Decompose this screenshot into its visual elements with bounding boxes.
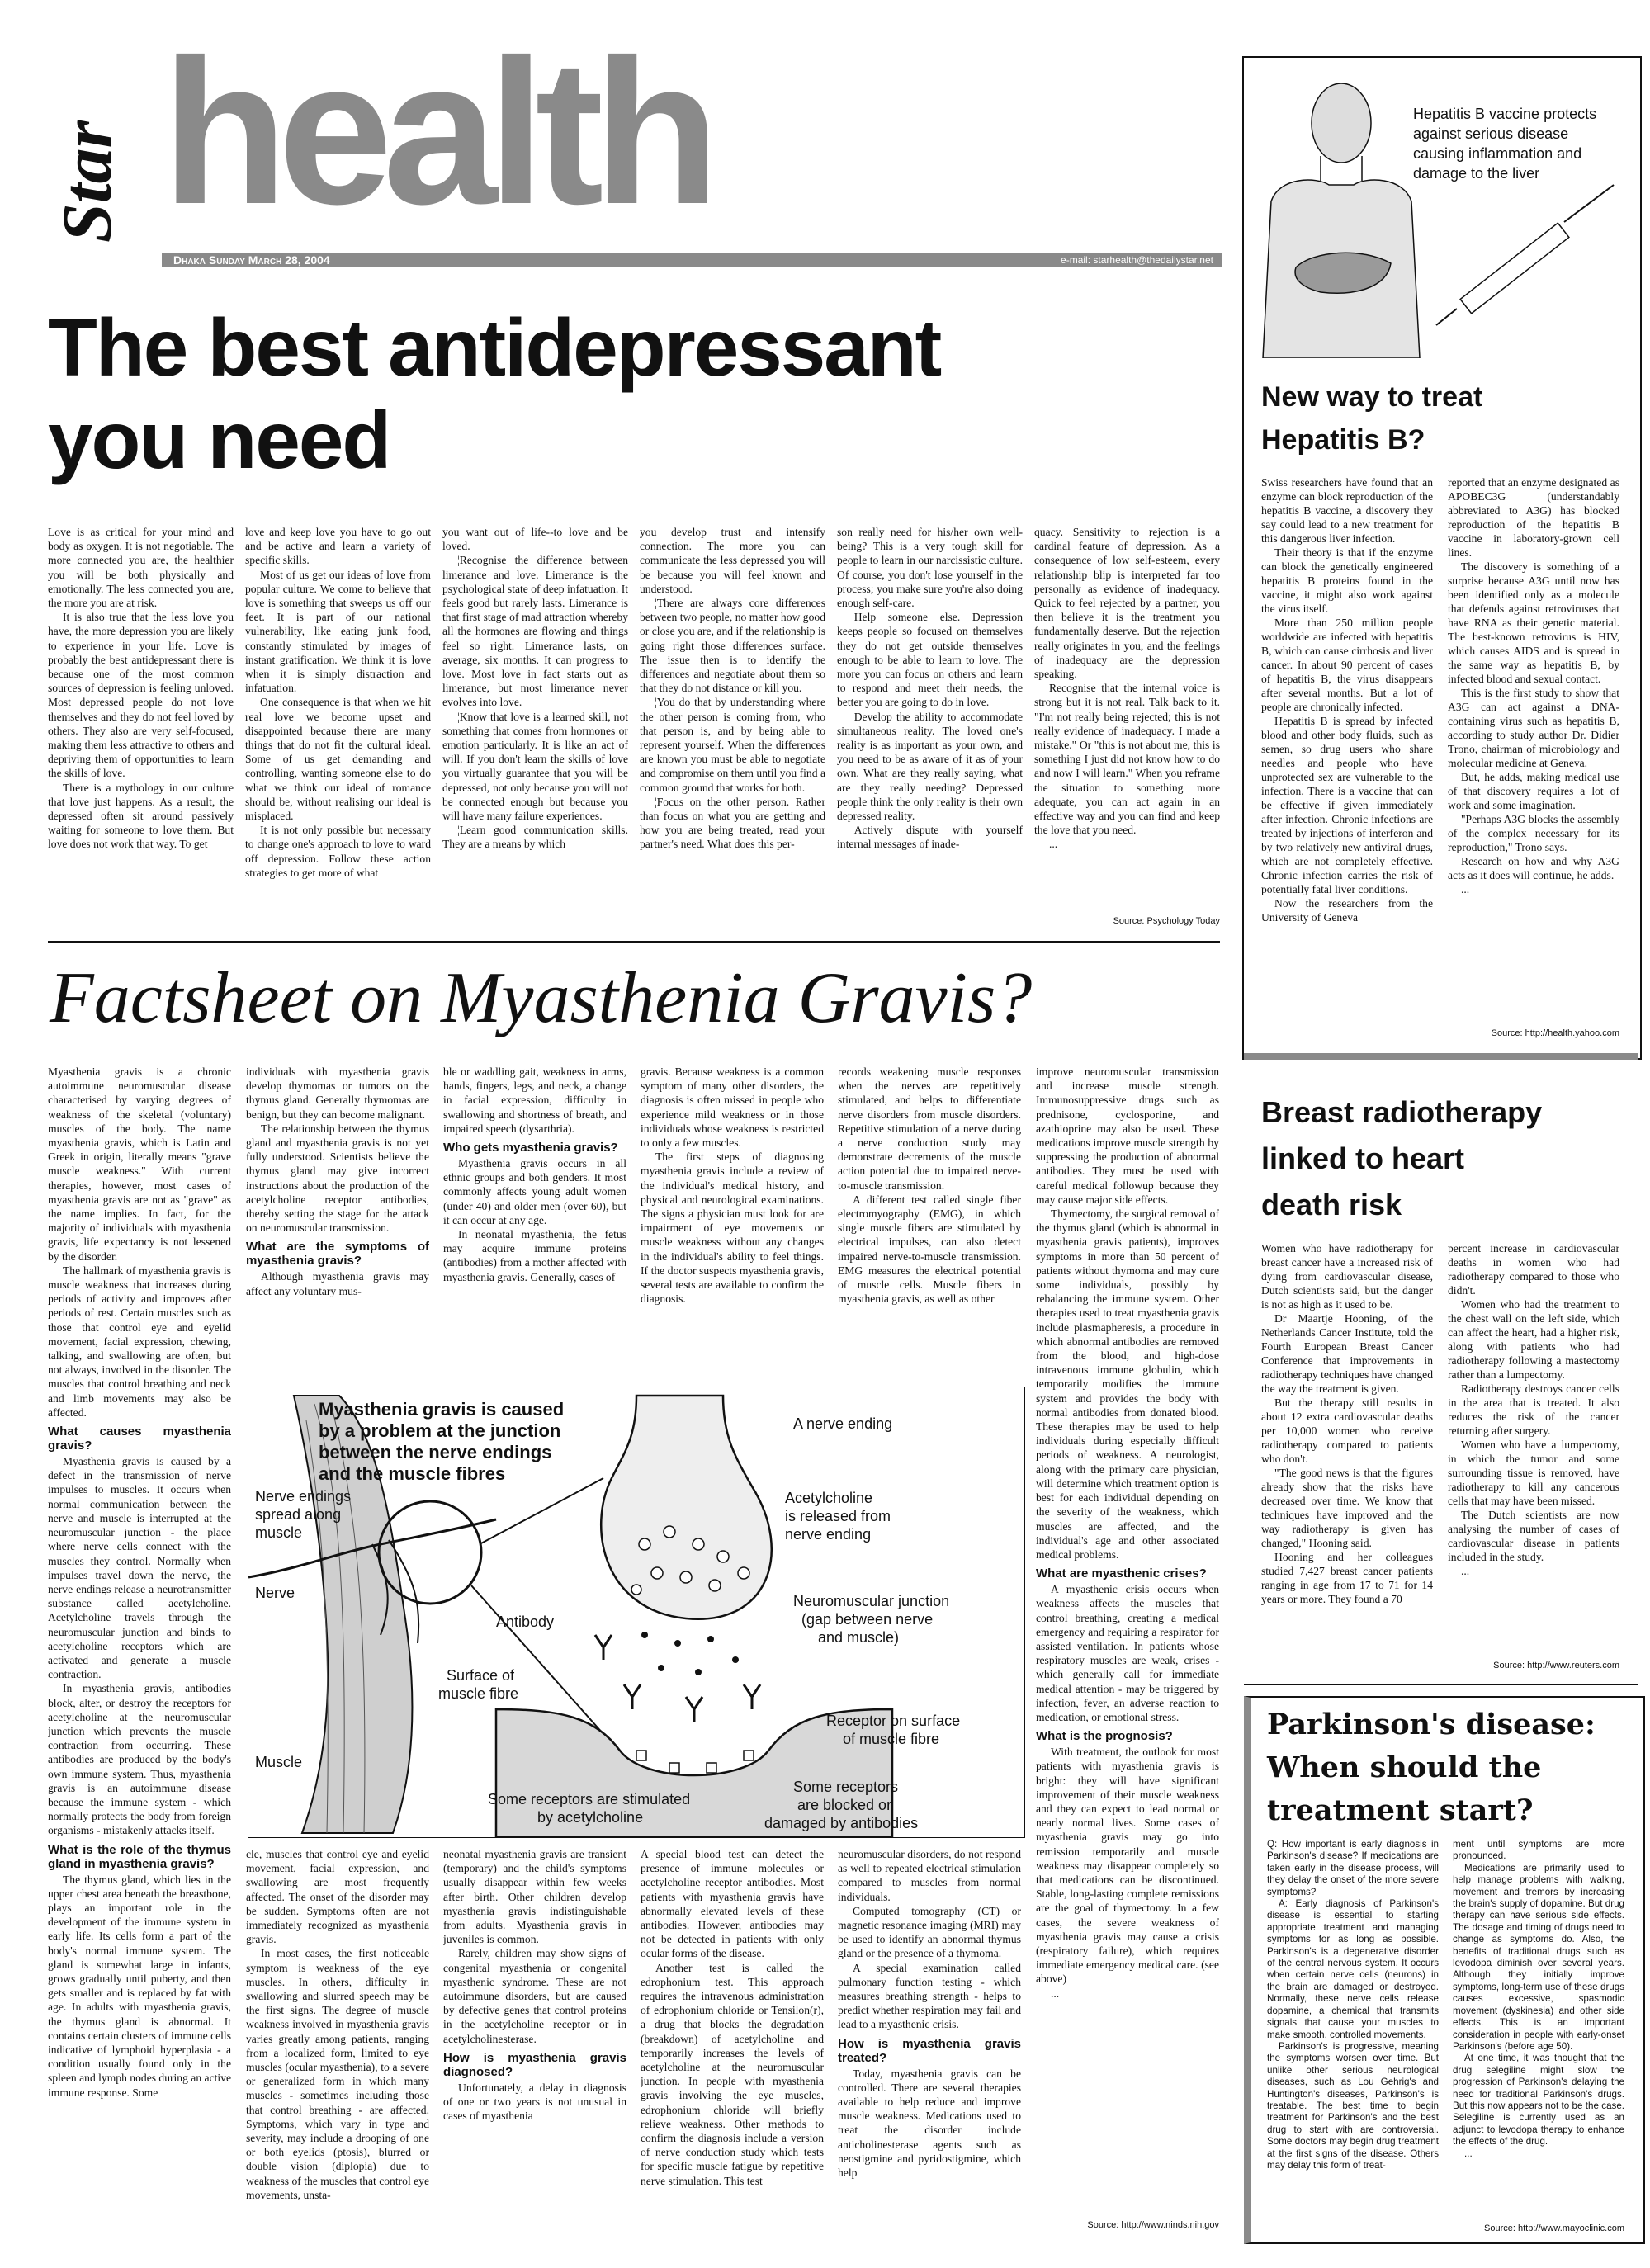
label-a-nerve-ending: A nerve ending (793, 1415, 893, 1432)
paragraph: Rarely, children may show signs of congenital myasthenia or congenital myasthenic syndrome. These are not autoimmune disorders, but are caused by defective genes that control proteins in the acetylcholine receptor or in acetylcholinesterase. (443, 1947, 626, 2045)
hepatitis-column-1 (1261, 475, 1433, 1045)
paragraph: Now the researchers from the University of Geneva (1261, 897, 1433, 924)
label-nerve-endings-1: Nerve endings (255, 1488, 352, 1505)
label-nmj-3: and muscle) (818, 1629, 900, 1646)
hepatitis-headline (1261, 376, 1624, 461)
paragraph: The first steps of diagnosing myasthenia gravis include a review of the individual's medical history, and physical and neurological examinations. The signs a physician must look for are impairment of eye movements or muscle weakness without any changes in the individual's ability to feel things. If the doctor suspects myasthenia gravis, several tests are available to confirm the diagnosis. (641, 1151, 824, 1306)
lead-column-2 (245, 525, 431, 929)
paragraph: ... (1461, 1565, 1470, 1577)
paragraph: Research on how and why A3G acts as it does will continue, he adds. (1448, 855, 1619, 881)
paragraph: reported that an enzyme designated as APOBEC3G (understandably abbreviated to A3G) has blocked reproduction of the hepatitis B vaccine in laboratory-grown cell lines. (1448, 476, 1619, 559)
label-nerve-endings-2: spread along (255, 1506, 342, 1523)
label-nmj-2: (gap between nerve (801, 1611, 934, 1628)
syringe-icon (1436, 185, 1614, 325)
paragraph: The relationship between the thymus gland and myasthenia gravis is not yet fully understood. Scientists believe the thymus gland may give incorrect instructions about the production of the acetylcholine receptor antibodies, thereby setting the stage for the attack on neuromuscular transmission. (246, 1122, 429, 1235)
paragraph: ¦Develop the ability to accommodate simultaneous reality. The loved one's reality is as important as your own, and you need to be as aware of it as of your own. What are they really saying, what are they really needing? Depressed people think the only reality is their own depressed reality. (837, 710, 1023, 823)
parkinson-headline-2: When should the (1267, 1751, 1542, 1784)
mg-column-2b (246, 1847, 429, 2235)
breast-source: Source: http://www.reuters.com (1493, 1661, 1619, 1670)
subhead: What is the role of the thymus gland in myasthenia gravis? (48, 1842, 231, 1871)
email-address[interactable]: e-mail: starhealth@thedailystar.net (1061, 254, 1213, 266)
paragraph: you want out of life--to love and be loved. (442, 526, 628, 553)
masthead-section-title: health (162, 17, 711, 247)
paragraph: Women who have radiotherapy for breast cancer have a increased risk of dying from cardiovascular disease, Dutch scientists said, but the danger is not as high as it used to be. (1261, 1242, 1433, 1311)
paragraph: A special blood test can detect the presence of immune molecules or acetylcholine receptor antibodies. Most patients with myasthenia gravis have abnormally elevated levels of these antibodies. However, antibodies may not be detected in patients with only ocular forms of the disease. (641, 1848, 824, 1960)
paragraph: ¦Help someone else. Depression keeps people so focused on themselves they do not get outside themselves enough to be able to learn to love. The more you can focus on others and learn to respond and meet their needs, the better you are going to do in love. (837, 611, 1023, 709)
paragraph: The discovery is something of a surprise because A3G until now has been identified only as a molecule that defends against retroviruses that have RNA as their genetic material. The best-known retrovirus is HIV, which causes AIDS and is spread in the same way as hepatitis B, by infected blood and sexual contact. (1448, 560, 1619, 685)
paragraph: ment until symptoms are more pronounced. (1453, 1839, 1624, 1862)
lead-headline-line2: you need (48, 395, 390, 485)
diagram-title-1: Myasthenia gravis is caused (319, 1399, 565, 1420)
label-ach-2: is released from (785, 1508, 891, 1524)
paragraph: With treatment, the outlook for most patients with myasthenia gravis is bright: they will have significant improvement of their muscle weakness and they can expect to lead normal or nearly normal lives. Some cases of myasthenia gravis may go into remission temporarily and muscle weakness may disappear completely so that medications can be discontinued. Stable, long-lasting complete remissions are the goal of thymectomy. In a few cases, the severe weakness of myasthenia gravis may cause a crisis (respiratory failure), which requires immediate emergency medical care. (see above) (1036, 1746, 1219, 1986)
myasthenia-headline: Factsheet on Myasthenia Gravis? (50, 958, 1033, 1038)
breast-column-2 (1448, 1241, 1619, 1654)
paragraph: There is a mythology in our culture that love just happens. As a result, the depressed often sit around passively waiting for someone to love them. But love does not work that way. To get (48, 781, 234, 851)
paragraph: ... (1464, 2148, 1473, 2159)
paragraph: ¦Learn good communication skills. They are a means by which (442, 824, 628, 851)
paragraph: son really need for his/her own well-being? This is a very tough skill for people to learn in our narcissistic culture. Of course, you don't lose yourself in the process; you make sure you're also doing enough self-care. (837, 526, 1023, 610)
paragraph: Another test is called the edrophonium test. This approach requires the intravenous administration of edrophonium chloride or Tensilon(r), a drug that blocks the degradation (breakdown) of acetylcholine and temporarily increases the levels of acetylcholine at the neuromuscular junction. In people with myasthenia gravis involving the eye muscles, edrophonium chloride will briefly relieve weakness. Other methods to confirm the diagnosis include a version of nerve conduction study which tests for specific muscle fatigue by repetitive nerve stimulation. This test (641, 1961, 824, 2187)
parkinson-headline (1267, 1703, 1630, 1832)
masthead (41, 17, 1222, 281)
paragraph: Although myasthenia gravis may affect any voluntary mus- (246, 1270, 429, 1297)
paragraph: ¦Actively dispute with yourself internal messages of inade- (837, 824, 1023, 851)
paragraph: The Dutch scientists are now analysing the number of cases of cardiovascular disease in patients included in the study. (1448, 1509, 1619, 1563)
mg-column-5b (838, 1847, 1021, 2235)
lead-column-4 (640, 525, 825, 929)
label-ach-1: Acetylcholine (785, 1490, 873, 1506)
paragraph: improve neuromuscular transmission and increase muscle strength. Immunosuppressive drugs such as prednisone, cyclosporine, and azathioprine may also be used. These medications improve muscle strength by suppressing the production of abnormal antibodies. They must be used with careful medical followup because they may cause major side effects. (1036, 1065, 1219, 1206)
label-stim-2: by acetylcholine (537, 1809, 644, 1826)
paragraph: In myasthenia gravis, antibodies block, alter, or destroy the receptors for acetylcholine at the neuromuscular junction which prevents the muscle contraction from occurring. These antibodies are produced by the body's own immune system. Thus, myasthenia gravis is an autoimmune disease because the immune system - which normally protects the body from foreign organisms - mistakenly attacks itself. (48, 1682, 231, 1837)
masthead-brand: Star (47, 120, 126, 243)
hepatitis-gray-bar (1244, 1053, 1638, 1060)
paragraph: Most of us get our ideas of love from popular culture. We come to believe that love is something that sweeps us off our feet. It is part of our national vulnerability, like eating junk food, constantly stimulated by images of instant gratification. We think it is love when it is simply distraction and infatuation. (245, 568, 431, 695)
label-surface-1: Surface of (447, 1667, 515, 1684)
paragraph: Q: How important is early diagnosis in Parkinson's disease? If medications are taken early in the disease process, will they delay the onset of the more severe symptoms? (1267, 1839, 1439, 1897)
paragraph: "Perhaps A3G blocks the assembly of the complex necessary for its reproduction," Trono says. (1448, 813, 1619, 853)
paragraph: ... (1051, 1987, 1060, 2000)
mg-column-4 (641, 1065, 824, 1378)
paragraph: In most cases, the first noticeable symptom is weakness of the eye muscles. In others, difficulty in swallowing and slurred speech may be the first signs. The degree of muscle weakness involved in myasthenia gravis varies greatly among patients, ranging from a localized form, limited to eye muscles (ocular myasthenia), to a severe or generalized form in which many muscles - sometimes including those that control breathing - are affected. Symptoms, which vary in type and severity, may include a drooping of one or both eyelids (ptosis), blurred or double vision (diplopia) due to weakness of the muscles that control eye movements, unsta- (246, 1947, 429, 2201)
paragraph: The thymus gland, which lies in the upper chest area beneath the breastbone, plays an important role in the development of the immune system in early life. Its cells form a part of the body's normal immune system. The gland is somewhat large in infants, grows gradually until puberty, and then gets smaller and is replaced by fat with age. In adults with myasthenia gravis, the thymus gland is abnormal. It contains certain clusters of immune cells indicative of lymphoid hyperplasia - a condition usually found only in the spleen and lymph nodes during an active immune response. Some (48, 1873, 231, 2099)
subhead: What is the prognosis? (1036, 1729, 1173, 1744)
hepatitis-column-2 (1448, 475, 1619, 1020)
lead-bottom-rule (48, 941, 1220, 943)
paragraph: Women who have a lumpectomy, in which the tumor and some surrounding tissue is removed, have radiotherapy to kill any cancerous cells that may have been missed. (1448, 1439, 1619, 1507)
paragraph: It is not only possible but necessary to change one's approach to love to ward off depression. Follow these action strategies to get more of what (245, 824, 431, 879)
mg-column-3b (443, 1847, 626, 2235)
label-nmj-1: Neuromuscular junction (793, 1593, 950, 1609)
paragraph: This is the first study to show that A3G can act against a DNA-containing virus such as hepatitis B, according to study author Dr. Didier Trono, chairman of microbiology and molecular medicine at Geneva. (1448, 687, 1619, 769)
paragraph: ¦Focus on the other person. Rather than focus on what you are getting and how you are being treated, read your partner's need. What does this per- (640, 795, 825, 851)
myasthenia-diagram (248, 1387, 1025, 1838)
label-blocked-1: Some receptors (793, 1779, 899, 1795)
paragraph: neuromuscular disorders, do not respond as well to repeated electrical stimulation compared to muscles from normal individuals. (838, 1848, 1021, 1903)
breast-headline-1: Breast radiotherapy (1261, 1095, 1543, 1129)
lead-headline (48, 301, 1228, 486)
subhead: What are myasthenic crises? (1036, 1566, 1207, 1581)
subhead: How is myasthenia gravis diagnosed? (443, 2050, 626, 2079)
paragraph: In neonatal myasthenia, the fetus may acquire immune proteins (antibodies) from a mother affected with myasthenia gravis. Generally, cases of (443, 1228, 626, 1283)
paragraph: ¦You do that by understanding where the other person is coming from, who that person is, and by being able to represent yourself. When the differences are known you must be able to negotiate and compromise on them until you find a common ground that works for both. (640, 696, 825, 794)
lead-column-3 (442, 525, 628, 929)
label-nerve-endings-3: muscle (255, 1524, 303, 1541)
paragraph: quacy. Sensitivity to rejection is a cardinal feature of depression. As a consequence of low self-esteem, every relationship blip is interpreted far too personally as evidence of inadequacy. Quick to feel rejected by a partner, you then believe it is the treatment you fundamentally deserve. But the rejection really originates in you, and the feelings of inadequacy are the depression speaking. (1034, 526, 1220, 681)
paragraph: Today, myasthenia gravis can be controlled. There are several therapies available to help reduce and improve muscle weakness. Medications used to treat the disorder include anticholinesterase agents such as neostigmine and pyridostigmine, which help (838, 2067, 1021, 2180)
paragraph: Myasthenia gravis is caused by a defect in the transmission of nerve impulses to muscles. It occurs when normal communication between the nerve and muscle is interrupted at the neuromuscular junction - the place where nerve cells connect with the muscles they control. Normally when impulses travel down the nerve, the nerve endings release a neurotransmitter substance called acetylcholine. Acetylcholine travels through the neuromuscular junction and binds to acetylcholine receptors which are activated and generate a muscle contraction. (48, 1455, 231, 1681)
label-receptor-2: of muscle fibre (843, 1731, 940, 1747)
paragraph: One consequence is that when we hit real love we become upset and disappointed because there are many things that do not fit the cultural ideal. Some of us get demanding and controlling, wanting someone else to do what we think our ideal of romance should be, without realising our ideal is misplaced. (245, 696, 431, 823)
paragraph: individuals with myasthenia gravis develop thymomas or tumors on the thymus gland. Generally thymomas are benign, but they can become malignant. (246, 1065, 429, 1121)
paragraph: cle, muscles that control eye and eyelid movement, facial expression, and swallowing are most frequently affected. The onset of the disorder may be sudden. Symptoms often are not immediately recognized as myasthenia gravis. (246, 1848, 429, 1946)
label-muscle: Muscle (255, 1754, 303, 1770)
paragraph: Radiotherapy destroys cancer cells in the area that is treated. It also reduces the risk of the cancer returning after surgery. (1448, 1382, 1619, 1437)
paragraph: ¦Recognise the difference between limerance and love. Limerance is the psychological state of deep infatuation. It feels good but rarely lasts. Limerance is that first stage of mad attraction whereby all the hormones are flowing and things feel so right. Limerance lasts, on average, six months. It can progress to love. Most love in fact starts out as limerance, but most limerance never evolves into love. (442, 554, 628, 709)
breast-bottom-rule (1244, 1684, 1638, 1685)
paragraph: gravis. Because weakness is a common symptom of many other disorders, the diagnosis is often missed in people who experience mild weakness or in those individuals whose weakness is restricted to only a few muscles. (641, 1065, 824, 1150)
paragraph: Their theory is that if the enzyme can block the genetically engineered hepatitis B proteins found in the vaccine, it might also work against the virus itself. (1261, 546, 1433, 615)
parkinson-column-1 (1267, 1839, 1439, 2235)
lead-column-6 (1034, 525, 1220, 913)
nerve-ending-bulb (601, 1396, 772, 1619)
mg-column-1 (48, 1065, 231, 2237)
paragraph: neonatal myasthenia gravis are transient (temporary) and the child's symptoms usually disappear within few weeks after birth. Other children develop myasthenia gravis indistinguishable from adults. Myasthenia gravis in juveniles is common. (443, 1848, 626, 1946)
paragraph: A special examination called pulmonary function testing - which measures breathing strength - helps to predict whether respiration may fail and lead to a myasthenic crisis. (838, 1961, 1021, 2031)
paragraph: A: Early diagnosis of Parkinson's disease is essential to starting appropriate treatment and managing symptoms for as long as possible. Parkinson's is a degenerative disorder of the central nervous system. It occurs when certain nerve cells (neurons) in the brain are damaged or destroyed. Normally, these nerve cells release dopamine, a chemical that transmits signals that cause your muscles to make smooth, controlled movements. (1267, 1898, 1439, 2040)
lead-column-5 (837, 525, 1023, 929)
paragraph: Myasthenia gravis occurs in all ethnic groups and both genders. It most commonly affects young adult women (under 40) and older men (over 60), but it can occur at any age. (443, 1157, 626, 1226)
subhead: Who gets myasthenia gravis? (443, 1141, 618, 1155)
paragraph: Swiss researchers have found that an enzyme can block reproduction of the hepatitis B vaccine, a discovery they say could lead to a new treatment for this dangerous liver infection. (1261, 476, 1433, 545)
paragraph: A different test called single fiber electromyography (EMG), in which single muscle fibers are stimulated by electrical impulses, can also detect impaired nerve-to-muscle transmission. EMG measures the electrical potential of muscle cells. Muscle fibers in myasthenia gravis, as well as other (838, 1193, 1021, 1306)
subhead: What are the symptoms of myasthenia gravis? (246, 1240, 429, 1269)
paragraph: Recognise that the internal voice is strong but it is not real. Talk back to it. "I'm not really being rejected; this is not really evidence of inadequacy. I made a mistake." Or "this is not about me, this is something I just did not know how to do and now I will learn." When you reframe the situation to something more adequate, you can act again in an effective way and you can find and keep the love that you need. (1034, 682, 1220, 837)
diagram-illustration (248, 1387, 1024, 1837)
paragraph: But, he adds, making medical use of that discovery requires a lot of work and some imagination. (1448, 771, 1619, 811)
paragraph: Medications are primarily used to help manage problems with walking, movement and tremors by increasing the brain's supply of dopamine. But drug therapy can have serious side effects. The dosage and timing of drugs need to change as symptoms do. Also, the benefits of traditional drugs such as levodopa diminish over several years. Although they initially improve symptoms, long-term use of these drugs causes excessive, spasmodic movement (dyskinesia) and other side effects. This is an important consideration in people with early-onset Parkinson's (before age 50). (1453, 1862, 1624, 2052)
paragraph: ¦Know that love is a learned skill, not something that comes from hormones or emotion particularly. It is like an act of will. If you don't learn the skills of love you virtually guarantee that you will be depressed, not only because you will not be connected enough but because you will have many failure experiences. (442, 710, 628, 823)
label-surface-2: muscle fibre (438, 1685, 519, 1702)
parkinson-headline-3: treatment start? (1267, 1793, 1534, 1827)
label-stim-1: Some receptors are stimulated (488, 1791, 691, 1807)
paragraph: "The good news is that the figures already show that the risks have decreased over time. We know that techniques have improved and the way radiotherapy is given has changed," Hooning said. (1261, 1467, 1433, 1549)
breast-headline-3: death risk (1261, 1188, 1402, 1221)
paragraph: Computed tomography (CT) or magnetic resonance imaging (MRI) may be used to identify an abnormal thymus gland or the presence of a thymoma. (838, 1904, 1021, 1960)
hepatitis-caption: Hepatitis B vaccine protects against serious disease causing inflammation and damage to the liver (1413, 106, 1597, 182)
label-ach-3: nerve ending (785, 1526, 872, 1543)
paragraph: ¦There are always core differences between two people, no matter how good or close you are, and if the relationship is going right those differences surface. The issue then is to identify the differences and negotiate about them so that they do not distance or kill you. (640, 597, 825, 695)
lead-source: Source: Psychology Today (1113, 916, 1220, 926)
hepatitis-headline-2: Hepatitis B? (1261, 424, 1425, 456)
diagram-title-4: and the muscle fibres (319, 1463, 506, 1484)
paragraph: A myasthenic crisis occurs when weakness affects the muscles that control breathing, creating a medical emergency and requiring a respirator for assisted ventilation. In patients whose respiratory muscles are weak, crises - which generally call for immediate medical attention - may be triggered by infection, fever, an adverse reaction to medication, or emotional stress. (1036, 1583, 1219, 1723)
hepatitis-source: Source: http://health.yahoo.com (1491, 1028, 1619, 1038)
parkinson-source: Source: http://www.mayoclinic.com (1484, 2223, 1624, 2233)
paragraph: records weakening muscle responses when the nerves are repetitively stimulated, and helps to differentiate nerve disorders from muscle disorders. Repetitive stimulation of a nerve during a nerve conduction study may demonstrate decrements of the muscle action potential due to impaired nerve-to-muscle transmission. (838, 1065, 1021, 1192)
label-blocked-2: are blocked or (797, 1797, 892, 1813)
paragraph: But the therapy still results in about 12 extra cardiovascular deaths per 10,000 women who receive radiotherapy compared to patients who don't. (1261, 1396, 1433, 1465)
paragraph: Myasthenia gravis is a chronic autoimmune neuromuscular disease characterised by varying degrees of weakness of the skeletal (voluntary) muscles of the body. The name myasthenia gravis, which is Latin and Greek in origin, literally means "grave muscle weakness." With current therapies, however, most cases of myasthenia gravis are not as "grave" as the name implies. In fact, for the majority of individuals with myasthenia gravis, life expectancy is not lessened by the disorder. (48, 1065, 231, 1263)
paragraph: percent increase in cardiovascular deaths in women who had radiotherapy compared to those who didn't. (1448, 1242, 1619, 1297)
breast-headline (1261, 1089, 1624, 1228)
paragraph: Thymectomy, the surgical removal of the thymus gland (which is abnormal in myasthenia gravis patients), improves symptoms in more than 50 percent of patients without thymoma and may cure some individuals, possibly by rebalancing the immune system. Other therapies used to treat myasthenia gravis include plasmapheresis, a procedure in which abnormal antibodies are removed from the blood, and high-dose intravenous immune globulin, which temporarily modifies the immune system and provides the body with normal antibodies from donated blood. These therapies may be used to help individuals during especially difficult periods of weakness. A neurologist, along with the primary care physician, will determine which treatment option is best for each individual depending on the severity of the weakness, which muscles are affected, and the individual's age and other associated medical problems. (1036, 1207, 1219, 1561)
myasthenia-source: Source: http://www.ninds.nih.gov (1087, 2220, 1219, 2230)
paragraph: Love is as critical for your mind and body as oxygen. It is not negotiable. The more connected you are, the healthier you will be both physically and emotionally. The less connected you are, the more you are at risk. (48, 526, 234, 610)
paragraph: Hepatitis B is spread by infected blood and other body fluids, such as semen, so drug users who share needles and people who have unprotected sex are vulnerable to the infection. There is a vaccine that can be effective if given immediately after infection. Chronic infections are treated by injections of interferon and by two relatively new antiviral drugs, which are not completely effective. Chronic infection carries the risk of potentially fatal liver conditions. (1261, 715, 1433, 895)
subhead: What causes myasthenia gravis? (48, 1425, 231, 1453)
breast-headline-2: linked to heart (1261, 1141, 1465, 1175)
label-blocked-3: damaged by antibodies (764, 1815, 919, 1831)
dateline: Dhaka Sunday March 28, 2004 (173, 253, 330, 267)
parkinson-column-2 (1453, 1839, 1624, 2218)
diagram-title-2: by a problem at the junction (319, 1420, 561, 1441)
paragraph: ble or waddling gait, weakness in arms, hands, fingers, legs, and neck, a change in facial expression, difficulty in swallowing and shortness of breath, and impaired speech (dysarthria). (443, 1065, 626, 1135)
lead-headline-line1: The best antidepressant (48, 302, 941, 393)
paragraph: ... (1461, 883, 1470, 895)
mg-column-5 (838, 1065, 1021, 1378)
label-nerve: Nerve (255, 1585, 295, 1601)
label-antibody: Antibody (496, 1614, 555, 1630)
paragraph: ... (1049, 838, 1058, 851)
paragraph: Dr Maartje Hooning, of the Netherlands Cancer Institute, told the Fourth European Breast Cancer Conference that improvements in radiotherapy techniques have changed the way the treatment is given. (1261, 1312, 1433, 1395)
paragraph: you develop trust and intensify connection. The more you can communicate the less depressed you will be because you will feel known and understood. (640, 526, 825, 595)
paragraph: Unfortunately, a delay in diagnosis of one or two years is not unusual in cases of myasthenia (443, 2081, 626, 2123)
mg-column-6 (1036, 1065, 1219, 2212)
label-receptor-1: Receptor on surface (826, 1713, 961, 1729)
paragraph: More than 250 million people worldwide are infected with hepatitis B, which can cause cirrhosis and liver cancer. In about 90 percent of cases of hepatitis B, the virus disappears after several months. But a lot of people are chronically infected. (1261, 617, 1433, 713)
paragraph: The hallmark of myasthenia gravis is muscle weakness that increases during periods of activity and improves after periods of rest. Certain muscles such as those that control eye and eyelid movement, facial expression, chewing, talking, and swallowing are often, but not always, involved in the disorder. The muscles that control breathing and neck and limb movements may also be affected. (48, 1264, 231, 1419)
paragraph: Women who had the treatment to the chest wall on the left side, which can affect the heart, had a higher risk, along with patients who had radiotherapy following a mastectomy rather than a lumpectomy. (1448, 1298, 1619, 1381)
mg-column-4b (641, 1847, 824, 2235)
lead-column-1 (48, 525, 234, 929)
parkinson-headline-1: Parkinson's disease: (1267, 1708, 1596, 1741)
diagram-title-3: between the nerve endings (319, 1442, 552, 1462)
paragraph: love and keep love you have to go out and be active and learn a variety of specific skills. (245, 526, 431, 567)
breast-column-1 (1261, 1241, 1433, 1679)
paragraph: Hooning and her colleagues studied 7,427 breast cancer patients ranging in age from 17 to 71 for 14 years or more. They found a 70 (1261, 1551, 1433, 1605)
subhead: How is myasthenia gravis treated? (838, 2036, 1021, 2065)
paragraph: At one time, it was thought that the drug selegiline might slow the progression of Parkinson's delaying the need for traditional Parkinson's drugs. But this now appears not to be the case. Selegiline is currently used as an adjunct to levodopa therapy to enhance the effects of the drug. (1453, 2053, 1624, 2148)
hepatitis-headline-1: New way to treat (1261, 381, 1483, 413)
paragraph: It is also true that the less love you have, the more depression you are likely to experience in your life. Love is probably the best antidepressant there is because one of the most common sources of depression is feeling unloved. Most depressed people do not love themselves and they do not feel loved by others. They also are very self-focused, making them less attractive to others and depriving them of opportunities to learn the skills of love. (48, 611, 234, 780)
mg-column-3 (443, 1065, 626, 1378)
mg-column-2 (246, 1065, 429, 1378)
paragraph: Parkinson's is progressive, meaning the symptoms worsen over time. But unlike other serious neurological diseases, such as Lou Gehrig's and Huntington's diseases, Parkinson's is treatable. The best time to begin treatment for Parkinson's and the best drug to start with are controversial. Some doctors may begin drug treatment at the first signs of the disease. Others may delay this form of treat- (1267, 2040, 1439, 2171)
